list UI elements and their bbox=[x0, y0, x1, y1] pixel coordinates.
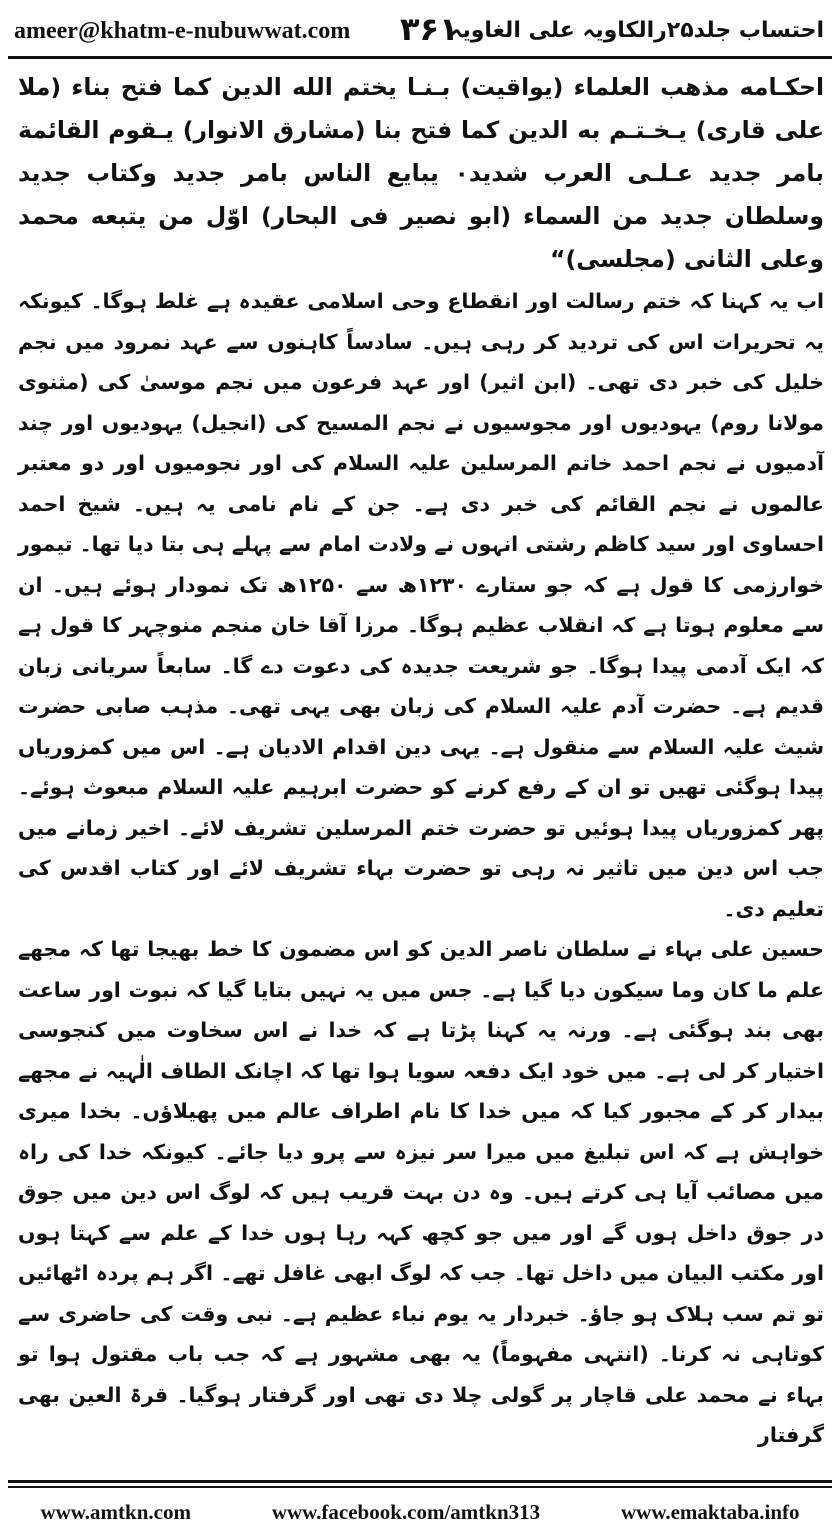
page-header bbox=[0, 0, 840, 62]
paragraph: اب یہ کہنا کہ ختم رسالت اور انقطاع وحی اسلامی عقیدہ ہے غلط ہوگا۔ کیونکہ یہ تحریرات اس کی تردید کر رہی ہیں۔ سادساً کاہنوں سے عہد نمرود میں نجم خلیل کی خبر دی تھی۔ (ابن اثیر) اور عہد فرعون میں نجم موسیٰ کی (مثنوی مولانا روم) یہودیوں اور مجوسیوں نے نجم المسیح کی (انجیل) یہودیوں اور چند آدمیوں نے نجم احمد خاتم المرسلین علیہ السلام کی اور نجومیوں اور دو معتبر عالموں نے نجم القائم کی خبر دی ہے۔ جن کے نام نامی یہ ہیں۔ شیخ احمد احساوی اور سید کاظم رشتی انہوں نے ولادت امام سے پہلے ہی بتا دیا تھا۔ تیمور خوارزمی کا قول ہے کہ جو ستارے ۱۲۳۰ھ سے ۱۲۵۰ھ تک نمودار ہوئے ہیں۔ ان سے معلوم ہوتا ہے کہ انقلاب عظیم ہوگا۔ مرزا آقا خان منجم منوچہر کا قول ہے کہ ایک آدمی پیدا ہوگا۔ جو شریعت جدیدہ کی دعوت دے گا۔ سابعاً سریانی زبان قدیم ہے۔ حضرت آدم علیہ السلام کی زبان بھی یہی تھی۔ مذہب صابی حضرت شیث علیہ السلام سے منقول ہے۔ یہی دین اقدام الادیان ہے۔ اس میں کمزوریاں پیدا ہوگئی تھیں تو ان کے رفع کرنے کو حضرت ابرہیم علیہ السلام مبعوث ہوئے۔ پھر کمزوریاں پیدا ہوئیں تو حضرت ختم المرسلین تشریف لائے۔ اخیر زمانے میں جب اس دین میں تاثیر نہ رہی تو حضرت بہاء تشریف لائے اور کتاب اقدس کی تعلیم دی۔ bbox=[18, 289, 825, 921]
arabic-quotation: احکـامه مذهب العلماء (يواقيت) بـنـا يختم الله الدين كما فتح بناء (ملا علی قاری) يـخـتـم به الدين كما فتح بنا (مشارق الانوار) يـقوم القائمة بامر جديد عـلـى العرب شديد٠ يبايع الناس بامر جديد وكتاب جديد وسلطان جديد من السماء (ابو نصير فى البحار) اوّل من يتبعه محمد وعلى الثانى (مجلسى)“ bbox=[18, 73, 824, 273]
footer-divider bbox=[8, 1486, 832, 1488]
page-body bbox=[18, 66, 824, 1466]
footer-links bbox=[0, 1500, 840, 1525]
urdu-body bbox=[18, 281, 824, 1456]
footer-link-facebook[interactable]: www.facebook.com/amtkn313 bbox=[271, 1500, 541, 1524]
page-number: ۳۶۱ bbox=[400, 10, 459, 48]
footer-divider bbox=[8, 1480, 832, 1483]
header-divider bbox=[8, 56, 832, 59]
footer-link-emaktaba[interactable]: www.emaktaba.info bbox=[621, 1500, 800, 1524]
paragraph: حسین علی بہاء نے سلطان ناصر الدین کو اس مضمون کا خط بھیجا تھا کہ مجھے علم ما کان وما سیکون دیا گیا ہے۔ جس میں یہ نہیں بتایا گیا کہ نبوت اور ساعت بھی بند ہوگئی ہے۔ ورنہ یہ کہنا پڑتا ہے کہ خدا نے اس سخاوت میں کنجوسی اختیار کر لی ہے۔ میں خود ایک دفعہ سویا ہوا تھا کہ اچانک الطاف الٰہیہ نے مجھے بیدار کر کے مجبور کیا کہ میں خدا کا نام اطراف عالم میں پھیلاؤں۔ بخدا میری خواہش ہے کہ اس تبلیغ میں میرا سر نیزہ سے پرو دیا جائے۔ کیونکہ خدا کی راہ میں مصائب آیا ہی کرتے ہیں۔ وہ دن بہت قریب ہیں کہ لوگ اس دین میں جوق در جوق داخل ہوں گے اور میں جو کچھ کہہ رہا ہوں خدا کے علم سے کہتا ہوں اور مکتب البیان میں داخل تھا۔ جب کہ لوگ ابھی غافل تھے۔ اگر ہم پردہ اٹھائیں تو تم سب ہلاک ہو جاؤ۔ خبردار یہ یوم نباء عظیم ہے۔ نبی وقت کی حاضری سے کوتاہی نہ کرنا۔ (انتہی مفہوماً) یہ بھی مشہور ہے کہ جب باب مقتول ہوا تو بہاء نے محمد علی قاچار پر گولی چلا دی تھی اور گرفتار ہوگیا۔ قرۃ العین بھی گرفتار bbox=[18, 937, 824, 1447]
book-title: احتساب جلد۲۵رالکاویہ علی الغاویہ bbox=[449, 18, 824, 43]
footer-link-amtkn[interactable]: www.amtkn.com bbox=[40, 1500, 191, 1524]
page-footer bbox=[0, 1476, 840, 1540]
header-email: ameer@khatm-e-nubuwwat.com bbox=[14, 18, 351, 44]
